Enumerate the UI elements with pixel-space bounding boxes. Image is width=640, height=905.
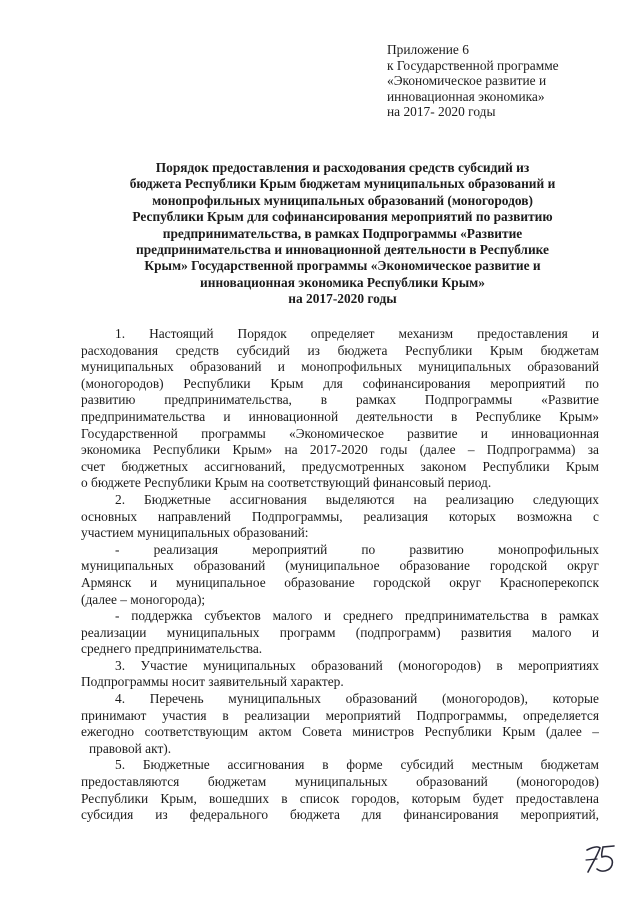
title-line: предпринимательства и инновационной деятельности в Республике bbox=[136, 242, 549, 258]
body-line: о бюджете Республики Крым на соответствующий финансовый период. bbox=[81, 475, 492, 491]
body-line: муниципальных образований (муниципальное образование городской округ bbox=[81, 558, 599, 574]
body-line: 1. Настоящий Порядок определяет механизм предоставления и bbox=[115, 326, 599, 341]
body-line: предоставляются бюджетам муниципальных образований (моногородов) bbox=[81, 774, 599, 790]
paragraph-4 bbox=[81, 691, 599, 757]
appendix-line: к Государственной программе bbox=[387, 57, 559, 73]
document-body bbox=[81, 326, 599, 824]
body-line: расходования средств субсидий из бюджета Республики Крым бюджетам bbox=[81, 342, 599, 358]
body-line: среднего предпринимательства. bbox=[81, 641, 263, 657]
appendix-line: «Экономическое развитие и bbox=[387, 73, 547, 89]
body-line: развитию предпринимательства, в рамках Подпрограммы «Развитие bbox=[81, 392, 599, 408]
body-line: Подпрограммы носит заявительный характер. bbox=[81, 674, 344, 690]
title-line: Крым» Государственной программы «Экономическое развитие и bbox=[144, 258, 541, 274]
appendix-line: инновационная экономика» bbox=[387, 88, 545, 104]
body-line: 2. Бюджетные ассигнования выделяются на реализацию следующих bbox=[115, 491, 599, 507]
body-line: - реализация мероприятий по развитию монопрофильных bbox=[115, 541, 599, 557]
paragraph-1 bbox=[81, 326, 599, 492]
body-line: - поддержка субъектов малого и среднего предпринимательства в рамках bbox=[115, 608, 599, 624]
body-line: предпринимательства и инновационной деятельности в Республике Крым» bbox=[81, 408, 599, 424]
paragraph-3 bbox=[81, 658, 599, 691]
appendix-header bbox=[387, 42, 627, 120]
paragraph-2 bbox=[81, 492, 599, 658]
title-line: бюджета Республики Крым бюджетам муниципальных образований и bbox=[129, 176, 556, 192]
body-line: 3. Участие муниципальных образований (моногородов) в мероприятиях bbox=[115, 657, 599, 673]
body-line: Государственной программы «Экономическое развитие и инновационная bbox=[81, 425, 599, 441]
body-line: 5. Бюджетные ассигнования в форме субсидий местным бюджетам bbox=[115, 757, 599, 773]
body-line: счет бюджетных ассигнований, предусмотренных законом Республики Крым bbox=[81, 458, 599, 474]
body-line: субсидия из федерального бюджета для финансирования мероприятий, bbox=[81, 807, 599, 823]
document-title bbox=[80, 160, 605, 308]
appendix-line: на 2017- 2020 годы bbox=[387, 104, 496, 120]
body-line: (моногородов) Республики Крым для софинансирования мероприятий по bbox=[81, 375, 599, 391]
body-line: основных направлений Подпрограммы, реализация которых возможна с bbox=[81, 508, 599, 524]
body-line: Республики Крым, вошедших в список городов, которым будет предоставлена bbox=[81, 790, 599, 806]
title-line: предпринимательства, в рамках Подпрограммы «Развитие bbox=[162, 225, 523, 241]
body-line: правовой акт). bbox=[89, 740, 172, 756]
title-line: Порядок предоставления и расходования средств субсидий из bbox=[155, 160, 530, 175]
body-line: (далее – моногорода); bbox=[81, 591, 206, 607]
body-line: принимают участия в реализации мероприятий Подпрограммы, определяется bbox=[81, 707, 599, 723]
body-line: ежегодно соответствующим актом Совета министров Республики Крым (далее – bbox=[81, 724, 599, 740]
body-line: Армянск и муниципальное образование городской округ Красноперекопск bbox=[81, 574, 599, 590]
handwritten-page-number bbox=[583, 838, 619, 878]
body-line: экономика Республики Крым» на 2017-2020 годы (далее – Подпрограмма) за bbox=[81, 442, 599, 458]
title-line: Республики Крым для софинансирования мероприятий по развитию bbox=[132, 209, 553, 225]
body-line: реализации муниципальных программ (подпрограмм) развития малого и bbox=[81, 624, 599, 640]
title-line: инновационная экономика Республики Крым» bbox=[200, 274, 485, 290]
paragraph-5 bbox=[81, 757, 599, 823]
body-line: участием муниципальных образований: bbox=[81, 525, 309, 541]
title-line: на 2017-2020 годы bbox=[288, 291, 397, 307]
appendix-line: Приложение 6 bbox=[387, 42, 469, 57]
title-line: монопрофильных муниципальных образований (моногородов) bbox=[152, 192, 533, 208]
body-line: 4. Перечень муниципальных образований (моногородов), которые bbox=[115, 691, 599, 707]
body-line: муниципальных образований и монопрофильных муниципальных образований bbox=[81, 359, 599, 375]
